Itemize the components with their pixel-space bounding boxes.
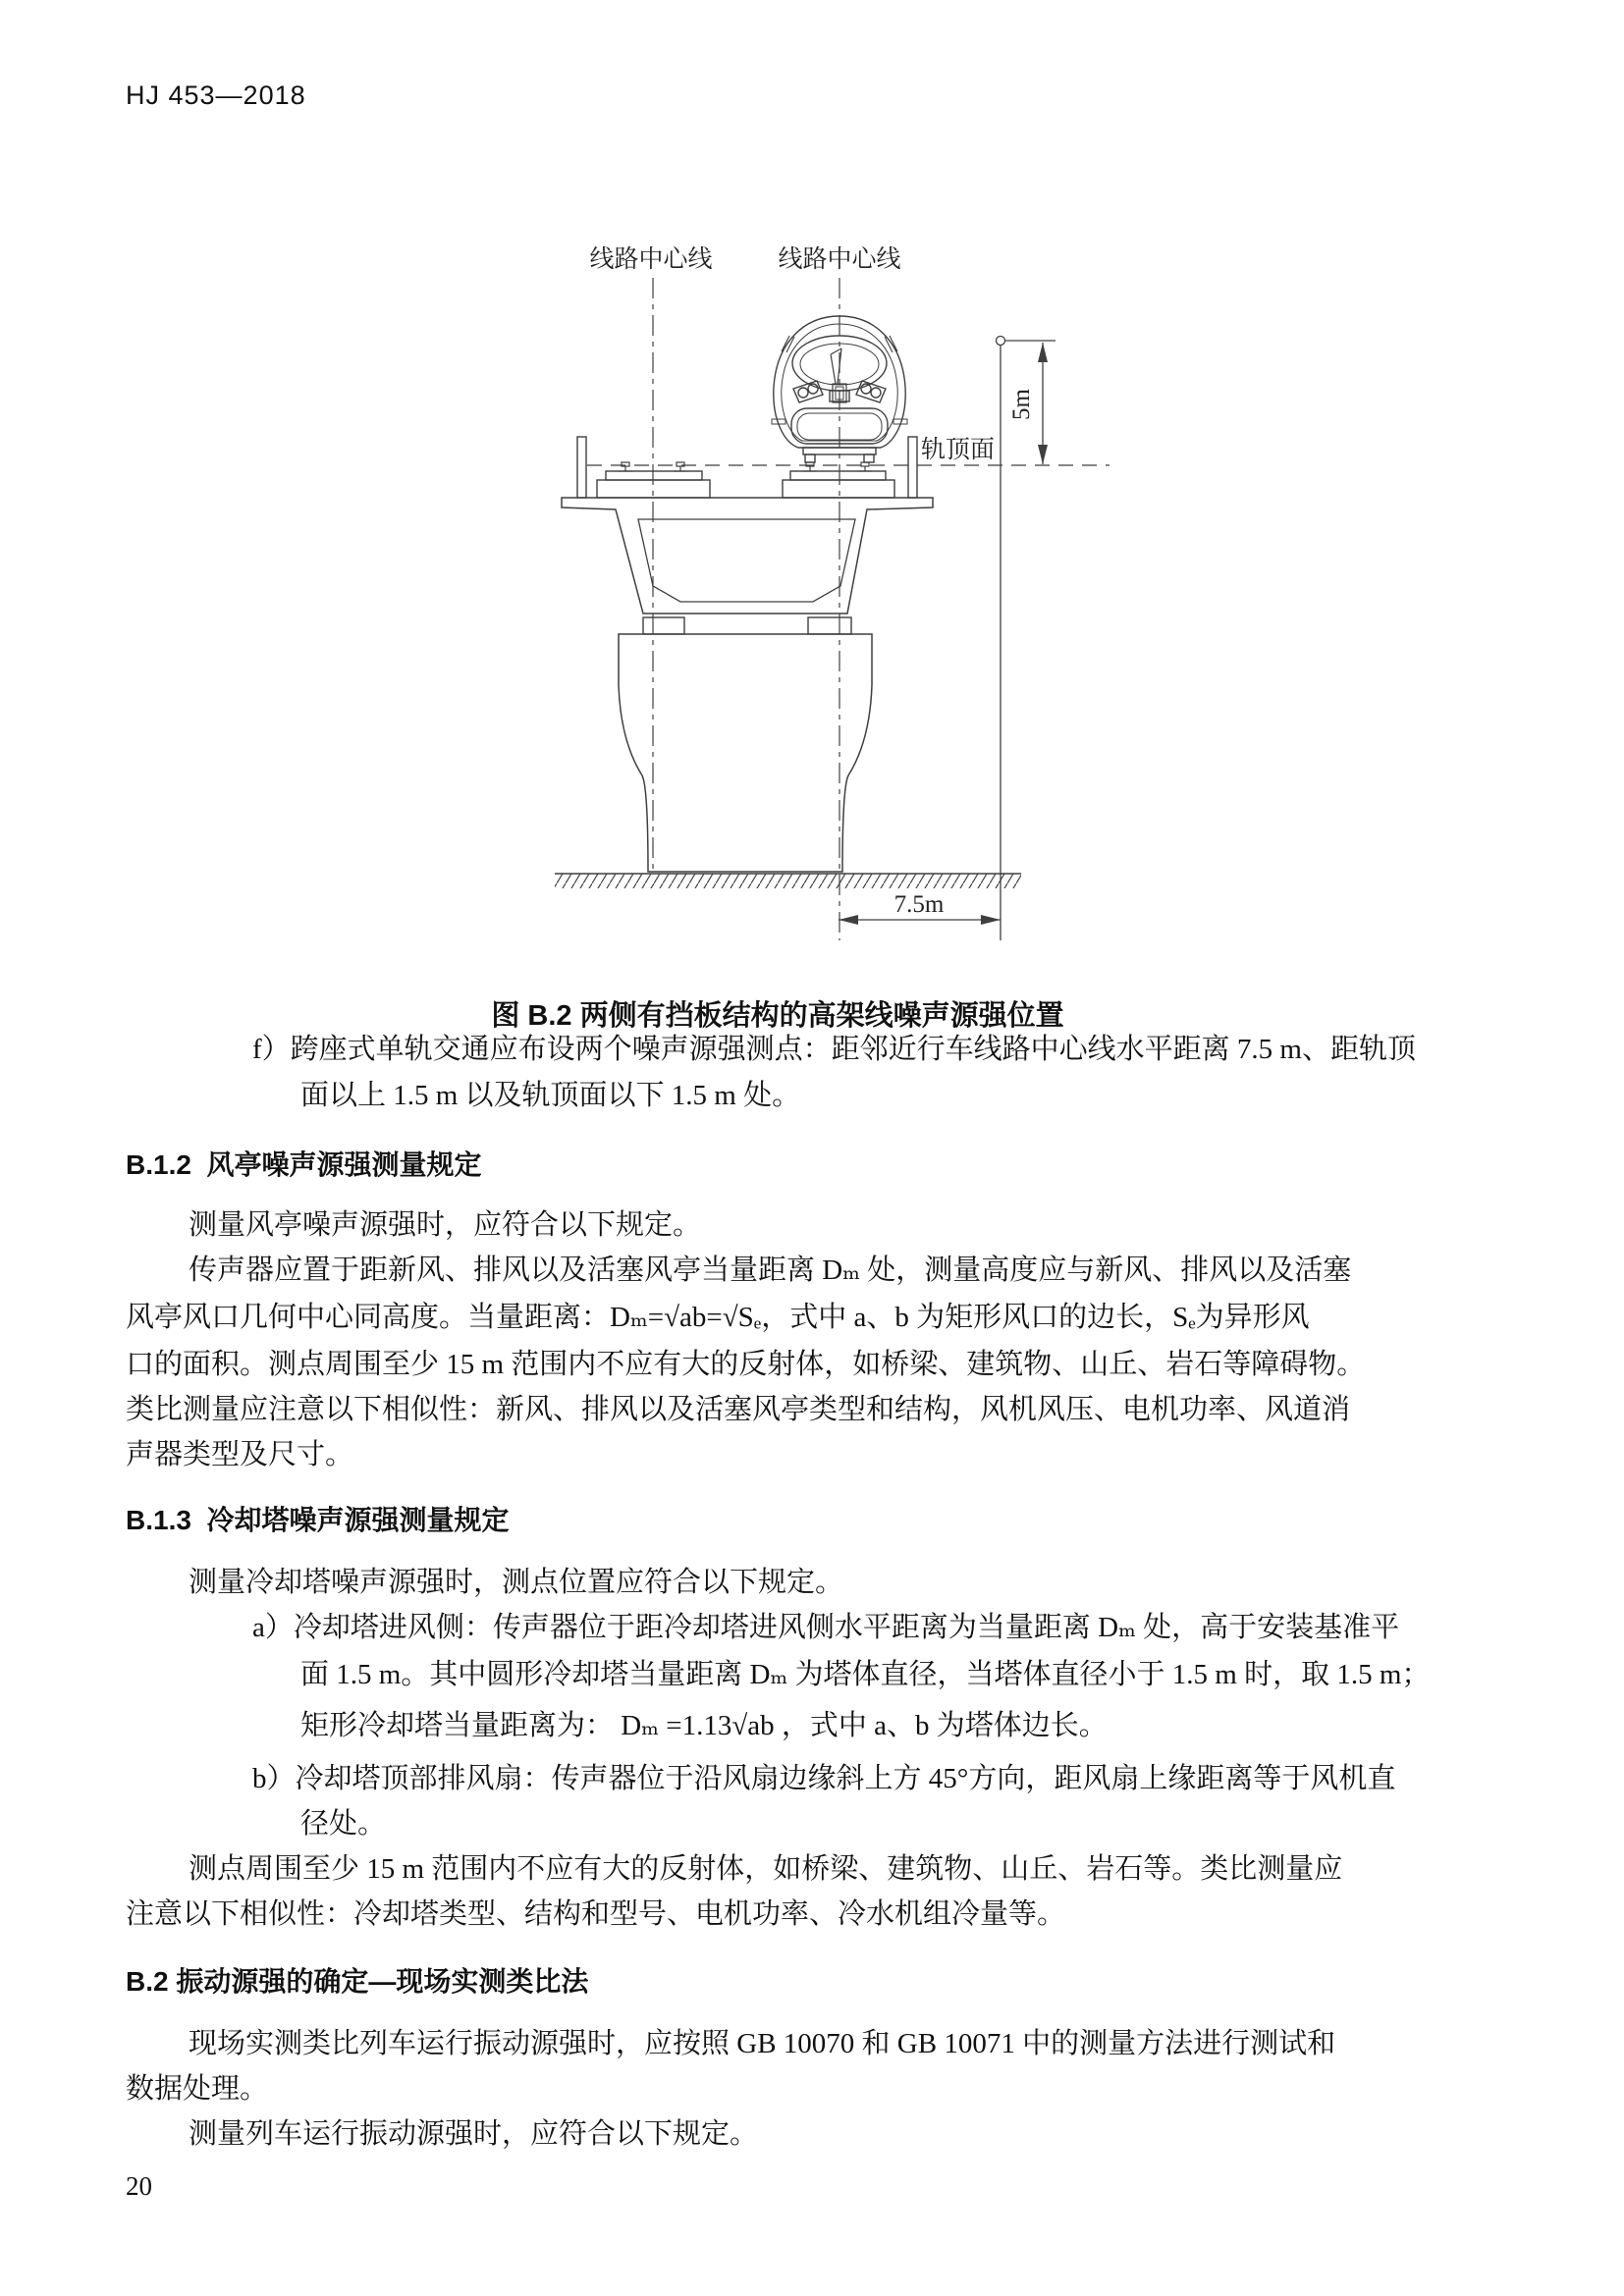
rails (619, 462, 872, 471)
line-center-label-right: 线路中心线 (778, 246, 901, 273)
text-line: b）冷却塔顶部排风扇：传声器位于沿风扇边缘斜上方 45°方向，距风扇上缘距离等于风机直 (252, 1763, 1396, 1794)
track-slab-right (783, 471, 894, 498)
text-line: 测量冷却塔噪声源强时，测点位置应符合以下规定。 (189, 1567, 844, 1598)
text-line: 口的面积。测点周围至少 15 m 范围内不应有大的反射体，如桥梁、建筑物、山丘、岩石等障碍物。 (126, 1349, 1366, 1380)
text-line: 测量列车运行振动源强时，应符合以下规定。 (189, 2118, 759, 2150)
svg-text:7.5m: 7.5m (893, 891, 945, 918)
svg-text:5m: 5m (1008, 389, 1035, 420)
text-line: 矩形冷却塔当量距离为： Dₘ =1.13√ab ，式中 a、b 为塔体边长。 (300, 1710, 1108, 1741)
section-heading-b12: B.1.2 风亭噪声源强测量规定 (126, 1149, 482, 1180)
page-number: 20 (126, 2171, 152, 2201)
text-line: f）跨座式单轨交通应布设两个噪声源强测点：距邻近行车线路中心线水平距离 7.5 m、距轨顶 (252, 1034, 1416, 1065)
section-heading-b13: B.1.3 冷却塔噪声源强测量规定 (126, 1505, 510, 1535)
text-line: 现场实测类比列车运行振动源强时，应按照 GB 10070 和 GB 10071 中的测量方法进行测试和 (189, 2028, 1336, 2059)
bearing-left (643, 617, 684, 634)
line-center-label-left: 线路中心线 (589, 246, 713, 273)
measurement-point-marker (997, 337, 1005, 346)
text-line: 风亭风口几何中心同高度。当量距离：Dₘ=√ab=√Sₑ，式中 a、b 为矩形风口的边长，Sₑ为异形风 (126, 1302, 1310, 1333)
bearing-right (808, 617, 851, 634)
text-line: 径处。 (300, 1808, 387, 1840)
section-heading-b2: B.2 振动源强的确定—现场实测类比法 (126, 1966, 589, 1997)
pier (619, 634, 872, 872)
text-line: 测量风亭噪声源强时，应符合以下规定。 (189, 1209, 702, 1241)
text-line: 数据处理。 (126, 2073, 269, 2105)
text-line: 声器类型及尺寸。 (126, 1439, 354, 1470)
barrier-left (577, 437, 586, 498)
text-line: 测点周围至少 15 m 范围内不应有大的反射体，如桥梁、建筑物、山丘、岩石等。类比测量应 (189, 1853, 1343, 1885)
page-header: HJ 453—2018 (126, 80, 306, 110)
text-line: 类比测量应注意以下相似性：新风、排风以及活塞风亭类型和结构，风机风压、电机功率、风道消 (126, 1394, 1351, 1425)
figure-b2-diagram (363, 152, 1110, 987)
ground-hatch (555, 874, 1021, 888)
rail-top-label: 轨顶面 (921, 437, 996, 463)
figure-caption: 图 B.2 两侧有挡板结构的高架线噪声源强位置 (491, 1000, 1064, 1032)
dimension-7_5m (839, 891, 1001, 925)
dimension-5m (1008, 343, 1048, 464)
text-line: 注意以下相似性：冷却塔类型、结构和型号、电机功率、冷水机组冷量等。 (126, 1898, 1066, 1930)
text-line: a）冷却塔进风侧：传声器位于距冷却塔进风侧水平距离为当量距离 Dₘ 处，高于安装基准平 (252, 1612, 1400, 1643)
train-drawing (772, 316, 907, 462)
box-girder (562, 498, 933, 614)
text-line: 传声器应置于距新风、排风以及活塞风亭当量距离 Dₘ 处，测量高度应与新风、排风以及活塞 (189, 1255, 1352, 1286)
text-line: 面 1.5 m。其中圆形冷却塔当量距离 Dₘ 为塔体直径，当塔体直径小于 1.5 m 时，取 1.5 m； (300, 1659, 1431, 1690)
barrier-right (908, 437, 917, 498)
headlight-left (793, 381, 823, 402)
headlight-right (856, 381, 886, 402)
text-line: 面以上 1.5 m 以及轨顶面以下 1.5 m 处。 (300, 1080, 801, 1111)
